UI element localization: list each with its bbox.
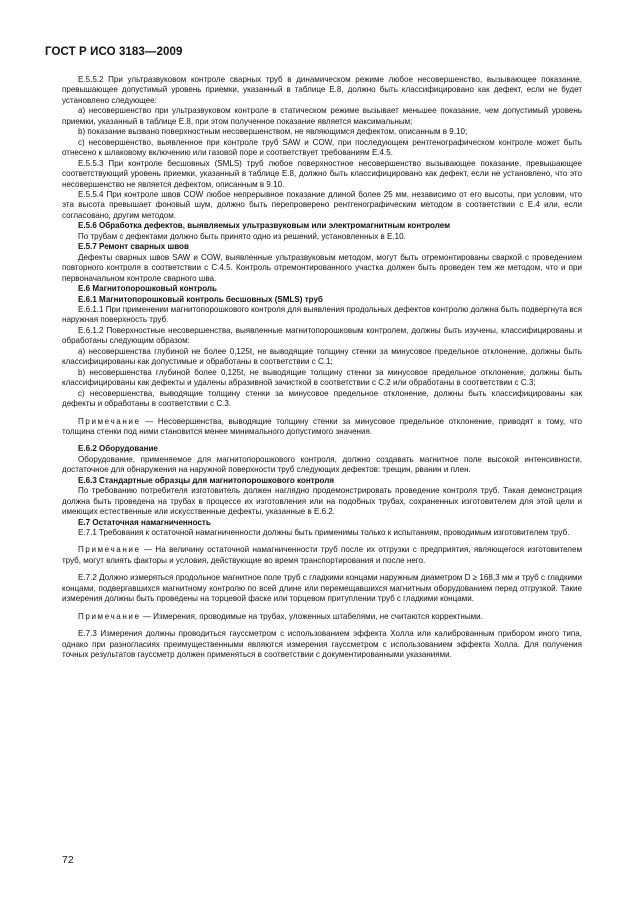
paragraph: Е.7.3 Измерения должны проводиться гауссметром с использованием эффекта Холла или калиброванным прибором иного типа, однако при разногласиях преимущественными являются измерения гауссметром с использованием эффекта Холла. Для получения точных результатов гауссметр должен применяться в соответствии с документированными указаниями. <box>62 629 582 660</box>
list-item: с) несовершенства, выводящие толщину стенки за минусовое предельное отклонение, должны быть классифицированы как дефекты и обработаны в соответствии с С.3. <box>62 388 582 409</box>
note-text: — На величину остаточной намагниченности труб после их отгрузки с предприятия, являющегося изготовителем труб, могут влиять факторы и условия, действующие во время транспортирования и после него. <box>62 545 582 565</box>
note-label: Примечание <box>78 611 141 621</box>
section-heading: Е.5.6 Обработка дефектов, выявляемых ультразвуковым или электромагнитным контролем <box>78 221 451 231</box>
paragraph: Дефекты сварных швов SAW и COW, выявленные ультразвуковым методом, могут быть отремонтированы сваркой с проведением повторного контроля в соответствии с С.4.5. Контроль отремонтированного участка должен быть проведен тем же методом, что и при первоначальном контроле сварного шва. <box>62 252 582 283</box>
paragraph: По трубам с дефектами должно быть принято одно из решений, установленных в Е.10. <box>78 231 406 241</box>
note <box>62 612 582 622</box>
document-body <box>62 75 582 661</box>
section-heading: Е.6.3 Стандартные образцы для магнитопорошкового контроля <box>78 475 335 485</box>
note-text: — Измерения, проводимые на трубах, уложенных штабелями, не считаются корректными. <box>142 611 483 621</box>
paragraph: Е.5.5.3 При контроле бесшовных (SMLS) труб любое поверхностное несовершенство вызывающее показание, превышающее соответствующий уровень приемки, указанный в таблице Е.8, должно быть классифицировано как дефект, если не установлено, что это несовершенство не является дефектом, описанным в 9.10. <box>62 158 582 189</box>
list-item: b) несовершенства глубиной более 0,125t, не выводящие толщину стенки за минусовое предельное отклонение, должны быть классифицированы как дефекты и удалены абразивной зачисткой в соответствии с С.2 или обработаны в соответствии с С.3; <box>62 367 582 388</box>
list-item: а) несовершенства глубиной не более 0,125t, не выводящие толщину стенки за минусовое предельное отклонение, должны быть классифицированы как допустимые и обработаны в соответствии с С.1; <box>62 346 582 367</box>
section-heading: Е.5.7 Ремонт сварных швов <box>78 242 189 252</box>
note <box>62 417 582 438</box>
section-heading: Е.6.1 Магнитопорошковый контроль бесшовных (SMLS) труб <box>78 294 323 304</box>
section-heading: Е.6.2 Оборудование <box>78 444 158 454</box>
document-header: ГОСТ Р ИСО 3183—2009 <box>45 46 183 58</box>
paragraph: Е.6.1.1 При применении магнитопорошкового контроля для выявления продольных дефектов контролю должна быть подвергнута вся наружная поверхность труб. <box>62 304 582 325</box>
paragraph: Е.5.5.4 При контроле швов COW любое непрерывное показание длиной более 25 мм, независимо от его высоты, при условии, что эта высота превышает фоновый шум, должно быть перепроверено рентгенографическим методом в соответствии с Е.4 или, если согласовано, другим методом. <box>62 189 582 220</box>
note-text: — Несовершенства, выводящие толщину стенки за минусовое предельное отклонение, приводят к тому, что толщина стенки под ними становится менее минимального допустимого значения. <box>62 416 582 436</box>
paragraph: E.5.5.2 При ультразвуковом контроле сварных труб в динамическом режиме любое несовершенство, вызывающее показание, превышающее допустимый уровень приемки, указанный в таблице Е.8, должно быть классифицировано как дефект, если не будет установлено следующее: <box>62 75 582 105</box>
paragraph: По требованию потребителя изготовитель должен наглядно продемонстрировать проведение контроля труб. Такая демонстрация должна быть проведена на трубах в процессе их изготовления или на подобных трубах, сохраненных изготовителем для этой цели и имеющих естественные или искусственные дефекты, указанные в Е.6.2. <box>62 486 582 517</box>
page-number: 72 <box>62 854 74 866</box>
note-label: Примечание <box>78 416 141 426</box>
list-item: а) несовершенство при ультразвуковом контроле в статическом режиме вызывает меньшее показание, чем допустимый уровень приемки, указанный в таблице Е.8, при этом полученное показание является максимальным; <box>62 106 582 126</box>
note-label: Примечание <box>78 545 141 555</box>
paragraph: Е.6.1.2 Поверхностные несовершенства, выявленные магнитопорошковым контролем, должны быть изучены, классифицированы и обработаны следующим образом: <box>62 325 582 346</box>
list-item: b) показание вызвано поверхностным несовершенством, не являющимся дефектом, описанным в 9.10; <box>78 127 468 137</box>
section-heading: Е.7 Остаточная намагниченность <box>78 517 211 527</box>
paragraph: Оборудование, применяемое для магнитопорошкового контроля, должно создавать магнитное поле высокой интенсивности, достаточное для обнаружения на наружной поверхности труб следующих дефектов: трещин, рванин и плен. <box>62 454 582 475</box>
note <box>62 545 582 566</box>
paragraph: Е.7.1 Требования к остаточной намагниченности должны быть применимы только к испытаниям, проводимым изготовителем труб. <box>78 528 570 538</box>
section-heading: Е.6 Магнитопорошковый контроль <box>78 284 217 294</box>
list-item: с) несовершенство, выявленное при контроле труб SAW и COW, при последующем рентгенографическом контроле может быть отнесено к шлаковому включению или газовой поре и соответствует требованиям Е.4.5. <box>62 137 582 158</box>
paragraph: Е.7.2 Должно измеряться продольное магнитное поле труб с гладкими концами наружным диаметром D ≥ 168,3 мм и труб с гладкими концами, подвергавшихся магнитному контролю по всей длине или перемещавшихся магнитным оборудованием перед отгрузкой. Такие измерения должны быть проведены на торцевой фаске или торцевом притуплении труб с гладкими концами. <box>62 573 582 604</box>
